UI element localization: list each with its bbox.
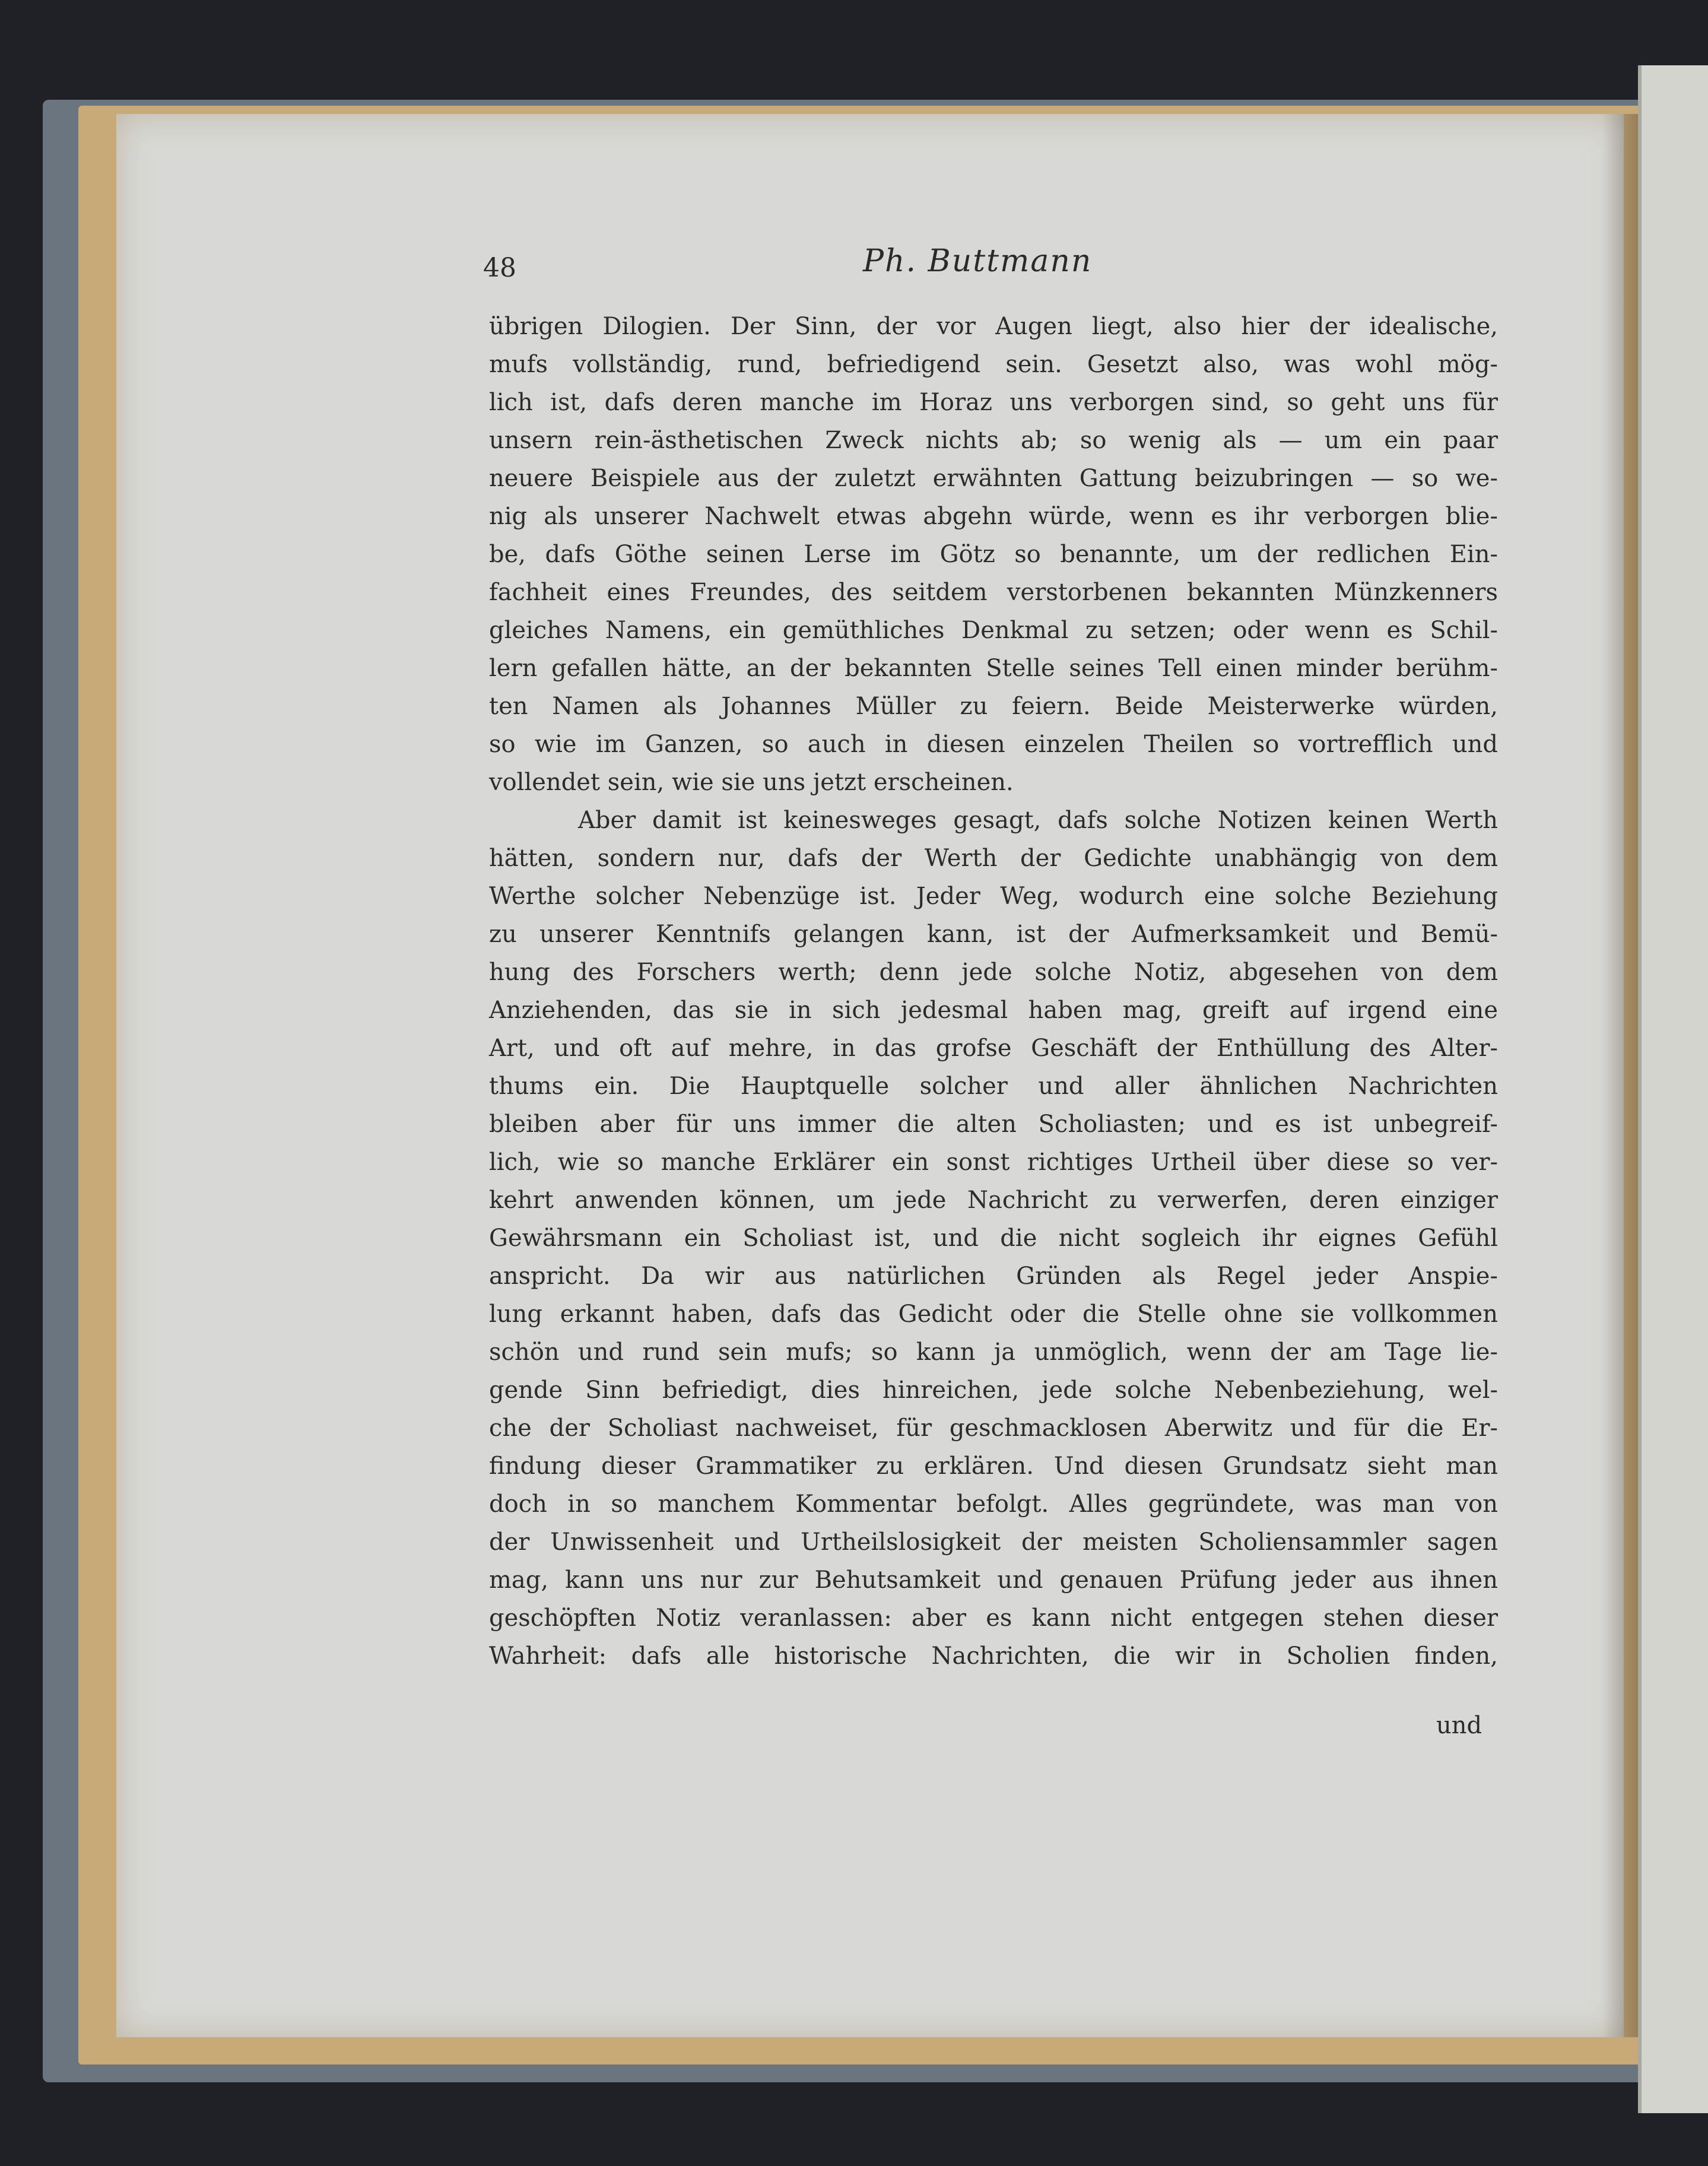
text-line: doch in so manchem Kommentar befolgt. Alles gegründete, was man von [489,1490,1498,1518]
text-line: hung des Forschers werth; denn jede solche Notiz, abgesehen von dem [489,959,1498,986]
text-line: vollendet sein, wie sie uns jetzt erscheinen. [489,769,1014,796]
text-line: mufs vollständig, rund, befriedigend sein. Gesetzt also, was wohl mög- [489,351,1498,378]
text-line: nig als unserer Nachwelt etwas abgehn würde, wenn es ihr verborgen blie- [489,503,1498,530]
text-line: be, dafs Göthe seinen Lerse im Götz so benannte, um der redlichen Ein- [489,541,1498,568]
text-line: Gewährsmann ein Scholiast ist, und die nicht sogleich ihr eignes Gefühl [489,1225,1498,1252]
text-line: so wie im Ganzen, so auch in diesen einzelen Theilen so vortrefflich und [489,731,1498,758]
text-line: geschöpften Notiz veranlassen: aber es kann nicht entgegen stehen dieser [489,1604,1498,1632]
text-line: mag, kann uns nur zur Behutsamkeit und genauen Prüfung jeder aus ihnen [489,1566,1498,1594]
page-header [483,243,1498,291]
text-line: gleiches Namens, ein gemüthliches Denkmal zu setzen; oder wenn es Schil- [489,617,1498,644]
paragraph-1 [489,307,1498,801]
running-head: Ph. Buttmann [863,243,1093,279]
text-line: thums ein. Die Hauptquelle solcher und aller ähnlichen Nachrichten [489,1073,1498,1100]
text-line: schön und rund sein mufs; so kann ja unmöglich, wenn der am Tage lie- [489,1339,1498,1366]
text-line: kehrt anwenden können, um jede Nachricht zu verwerfen, deren einziger [489,1187,1498,1214]
text-line: Werthe solcher Nebenzüge ist. Jeder Weg, wodurch eine solche Beziehung [489,883,1498,910]
text-line: Art, und oft auf mehre, in das grofse Geschäft der Enthüllung des Alter- [489,1035,1498,1062]
text-line: gende Sinn befriedigt, dies hinreichen, jede solche Nebenbeziehung, wel- [489,1377,1498,1404]
text-line: fachheit eines Freundes, des seitdem verstorbenen bekannten Münzkenners [489,579,1498,606]
page-number: 48 [483,253,516,283]
paragraph-2 [489,801,1498,1675]
text-line: zu unserer Kenntnifs gelangen kann, ist der Aufmerksamkeit und Bemü- [489,921,1498,948]
text-line: lich ist, dafs deren manche im Horaz uns verborgen sind, so geht uns für [489,389,1498,416]
text-line: anspricht. Da wir aus natürlichen Gründen als Regel jeder Anspie- [489,1263,1498,1290]
text-line: Anziehenden, das sie in sich jedesmal haben mag, greift auf irgend eine [489,997,1498,1024]
catchword: und [1436,1712,1482,1739]
text-line: neuere Beispiele aus der zuletzt erwähnten Gattung beizubringen — so we- [489,465,1498,492]
text-line: unsern rein-ästhetischen Zweck nichts ab; so wenig als — um ein paar [489,427,1498,454]
facing-page-edge [1638,65,1708,2113]
text-line: che der Scholiast nachweiset, für geschmacklosen Aberwitz und für die Er- [489,1415,1498,1442]
text-line: findung dieser Grammatiker zu erklären. Und diesen Grundsatz sieht man [489,1453,1498,1480]
text-line: Aber damit ist keinesweges gesagt, dafs solche Notizen keinen Werth [578,807,1498,834]
text-line: der Unwissenheit und Urtheilslosigkeit der meisten Scholiensammler sagen [489,1528,1498,1556]
text-line: hätten, sondern nur, dafs der Werth der Gedichte unabhängig von dem [489,845,1498,872]
text-line: übrigen Dilogien. Der Sinn, der vor Augen liegt, also hier der idealische, [489,313,1498,340]
text-line: bleiben aber für uns immer die alten Scholiasten; und es ist unbegreif- [489,1111,1498,1138]
text-line: Wahrheit: dafs alle historische Nachrichten, die wir in Scholien finden, [489,1642,1498,1670]
text-line: ten Namen als Johannes Müller zu feiern. Beide Meisterwerke würden, [489,693,1498,720]
gutter-shadow [1602,114,1638,2037]
text-line: lern gefallen hätte, an der bekannten Stelle seines Tell einen minder berühm- [489,655,1498,682]
text-line: lung erkannt haben, dafs das Gedicht oder die Stelle ohne sie vollkommen [489,1301,1498,1328]
body-text [489,307,1498,1675]
text-line: lich, wie so manche Erklärer ein sonst richtiges Urtheil über diese so ver- [489,1149,1498,1176]
